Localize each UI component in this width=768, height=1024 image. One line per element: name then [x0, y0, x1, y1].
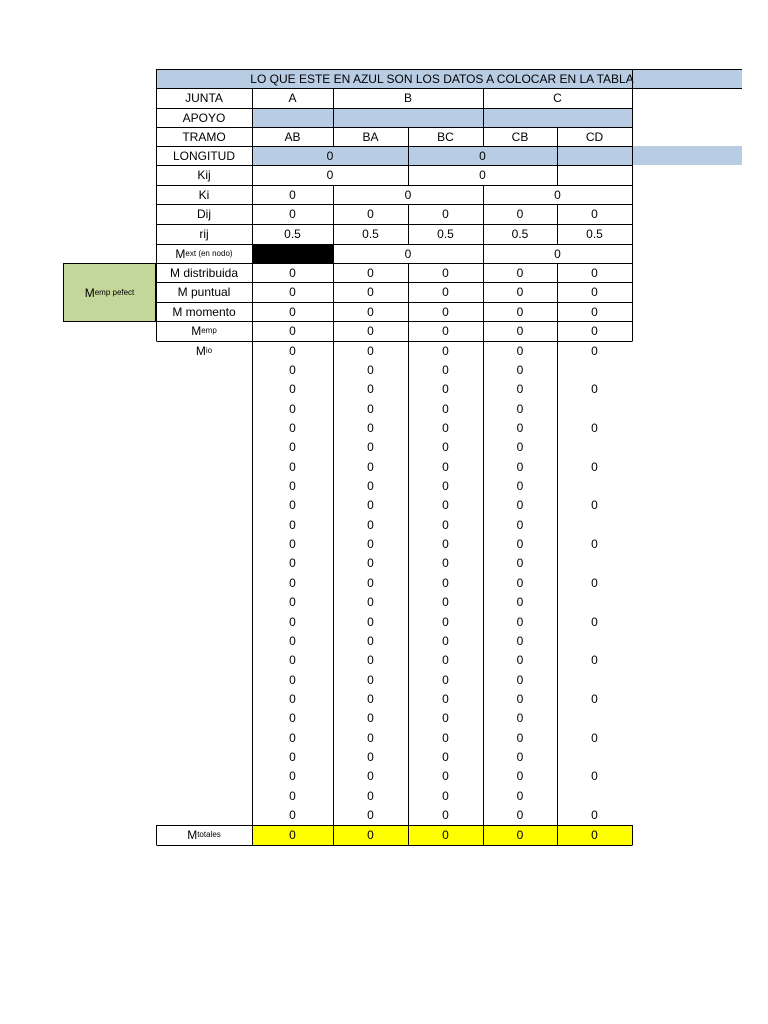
dij-5: 0: [591, 207, 598, 221]
mio-cell: 0: [289, 769, 296, 784]
mio-cell: 0: [516, 633, 524, 648]
label-m-distribuida: M distribuida: [169, 265, 239, 280]
label-m-momento: M momento: [172, 304, 236, 319]
mio-cell: 0: [442, 537, 449, 552]
mio-cell: 0: [516, 750, 524, 765]
rij-3: 0.5: [437, 227, 454, 241]
mio-cell: 0: [367, 653, 374, 668]
rij-4: 0.5: [511, 227, 529, 241]
mio-cell: 0: [367, 556, 374, 571]
mio-cell: 0: [289, 633, 296, 648]
mio-cell: [557, 670, 632, 689]
mio-cell: 0: [367, 788, 374, 803]
mio-cell: 0: [591, 769, 598, 784]
m-momento-3: 0: [442, 304, 449, 319]
mio-cell: 0: [442, 343, 449, 358]
junta-a: A: [288, 91, 297, 105]
mio-cell: 0: [442, 730, 449, 745]
memp-1: 0: [289, 324, 296, 338]
mio-cell: 0: [289, 614, 296, 629]
mio-cell: 0: [289, 595, 296, 610]
mio-cell: 0: [289, 788, 296, 803]
mio-cell: 0: [442, 653, 449, 668]
mio-cell: 0: [591, 420, 598, 435]
mio-cell: 0: [516, 537, 524, 552]
mio-cell: 0: [289, 498, 296, 513]
mio-cell: [557, 399, 632, 418]
mio-cell: 0: [367, 672, 374, 687]
mio-cell: 0: [442, 808, 449, 823]
dij-2: 0: [367, 207, 374, 221]
mio-cell: 0: [442, 382, 449, 397]
mio-cell: 0: [442, 556, 449, 571]
mio-cell: 0: [367, 614, 374, 629]
label-ki: Ki: [198, 187, 210, 202]
mio-cell: 0: [516, 362, 524, 377]
mio-cell: 0: [591, 537, 598, 552]
mio-cell: 0: [367, 362, 374, 377]
label-mio: M io: [195, 343, 213, 358]
mio-cell: 0: [442, 672, 449, 687]
tramo-2: BA: [362, 129, 379, 144]
mio-cell: 0: [442, 750, 449, 765]
mtotales-5: 0: [591, 828, 598, 842]
mio-cell: 0: [289, 672, 296, 687]
mio-cell: 0: [442, 401, 449, 416]
memp-2: 0: [367, 324, 374, 338]
mio-cell: 0: [516, 711, 524, 726]
rij-1: 0.5: [284, 227, 301, 241]
mio-cell: 0: [591, 459, 598, 474]
m-distribuida-3: 0: [442, 265, 449, 280]
mio-cell: [557, 360, 632, 379]
mio-cell: 0: [367, 691, 374, 706]
mio-cell: 0: [516, 440, 524, 455]
mio-cell: 0: [516, 498, 524, 513]
ki-c: 0: [554, 187, 561, 202]
mio-cell: 0: [289, 382, 296, 397]
mio-cell: 0: [591, 498, 598, 513]
kij-1: 0: [326, 168, 334, 182]
mio-cell: 0: [442, 711, 449, 726]
mio-cell: 0: [289, 653, 296, 668]
mio-cell: 0: [516, 808, 524, 823]
mtotales-2: 0: [367, 828, 374, 842]
mio-cell: 0: [367, 711, 374, 726]
ki-a: 0: [289, 187, 296, 202]
mio-cell: 0: [289, 730, 296, 745]
mio-cell: [557, 631, 632, 650]
memp-5: 0: [591, 324, 598, 338]
mio-cell: 0: [516, 556, 524, 571]
mio-cell: 0: [516, 459, 524, 474]
mio-cell: 0: [289, 750, 296, 765]
mio-cell: [557, 554, 632, 573]
mio-cell: 0: [591, 382, 598, 397]
mio-cell: 0: [442, 362, 449, 377]
mio-cell: 0: [367, 382, 374, 397]
mio-cell: 0: [442, 595, 449, 610]
mio-cell: [557, 515, 632, 534]
mio-cell: 0: [442, 575, 449, 590]
mtotales-1: 0: [289, 828, 296, 842]
mio-cell: 0: [442, 479, 449, 494]
mio-cell: 0: [289, 556, 296, 571]
label-kij: Kij: [197, 168, 211, 182]
mio-cell: 0: [516, 420, 524, 435]
tramo-4: CB: [511, 129, 529, 144]
mio-cell: 0: [591, 614, 598, 629]
mext-a-blocked: [252, 244, 333, 263]
mext-b: 0: [404, 246, 412, 261]
mio-cell: [557, 593, 632, 612]
dij-1: 0: [289, 207, 296, 221]
ki-b: 0: [404, 187, 412, 202]
mio-cell: [557, 438, 632, 457]
tramo-5: CD: [585, 129, 604, 144]
mio-cell: 0: [367, 517, 374, 532]
mio-cell: 0: [442, 440, 449, 455]
rij-5: 0.5: [586, 227, 603, 241]
mio-cell: 0: [367, 633, 374, 648]
mtotales-4: 0: [516, 828, 524, 842]
mio-cell: 0: [516, 769, 524, 784]
table-title: LO QUE ESTE EN AZUL SON LOS DATOS A COLOCAR EN LA TABLA: [250, 71, 634, 86]
mio-cell: 0: [516, 672, 524, 687]
mio-cell: 0: [516, 575, 524, 590]
m-distribuida-2: 0: [367, 265, 374, 280]
mio-cell: 0: [367, 769, 374, 784]
mio-cell: 0: [367, 730, 374, 745]
memp-3: 0: [442, 324, 449, 338]
mio-cell: 0: [442, 691, 449, 706]
longitud-1[interactable]: 0: [326, 148, 334, 163]
mio-cell: 0: [367, 401, 374, 416]
dij-4: 0: [516, 207, 524, 221]
m-momento-1: 0: [289, 304, 296, 319]
m-momento-2: 0: [367, 304, 374, 319]
mio-cell: 0: [516, 730, 524, 745]
mio-cell: 0: [516, 614, 524, 629]
mio-cell: 0: [367, 595, 374, 610]
mio-cell: 0: [442, 788, 449, 803]
m-puntual-4: 0: [516, 285, 524, 299]
m-puntual-5: 0: [591, 285, 598, 299]
mio-cell: 0: [442, 769, 449, 784]
m-distribuida-5: 0: [591, 265, 598, 280]
mio-cell: 0: [516, 788, 524, 803]
mio-cell: 0: [289, 343, 296, 358]
mio-cell: 0: [367, 750, 374, 765]
mext-c: 0: [554, 246, 561, 261]
tramo-3: BC: [437, 129, 454, 144]
apoyo-input-a[interactable]: [252, 108, 333, 127]
mio-cell: 0: [591, 691, 598, 706]
junta-b: B: [403, 91, 412, 105]
mio-cell: 0: [516, 479, 524, 494]
label-memp: M emp: [191, 324, 217, 338]
m-distribuida-4: 0: [516, 265, 524, 280]
label-rij: rij: [199, 227, 209, 241]
mio-cell: 0: [516, 653, 524, 668]
mio-cell: 0: [289, 459, 296, 474]
mio-cell: 0: [367, 420, 374, 435]
mio-cell: 0: [367, 537, 374, 552]
mio-cell: 0: [289, 479, 296, 494]
m-momento-5: 0: [591, 304, 598, 319]
mio-cell: 0: [289, 440, 296, 455]
m-distribuida-1: 0: [289, 265, 296, 280]
label-junta: JUNTA: [185, 91, 223, 105]
tramo-1: AB: [284, 129, 301, 144]
mio-cell: 0: [516, 382, 524, 397]
mio-cell: 0: [367, 498, 374, 513]
kij-2: 0: [479, 168, 486, 182]
mio-cell: [557, 477, 632, 496]
mio-cell: 0: [289, 362, 296, 377]
m-puntual-3: 0: [442, 285, 449, 299]
longitud-2[interactable]: 0: [479, 148, 486, 163]
mtotales-3: 0: [442, 828, 449, 842]
mio-cell: 0: [289, 517, 296, 532]
mio-cell: 0: [289, 420, 296, 435]
m-momento-4: 0: [516, 304, 524, 319]
mio-cell: 0: [289, 537, 296, 552]
mio-cell: 0: [367, 440, 374, 455]
mio-cell: 0: [442, 614, 449, 629]
junta-c: C: [553, 91, 562, 105]
mio-cell: 0: [289, 691, 296, 706]
apoyo-input-b[interactable]: [333, 108, 483, 127]
label-m-puntual: M puntual: [177, 285, 231, 299]
mio-cell: 0: [367, 808, 374, 823]
mio-cell: 0: [516, 401, 524, 416]
dij-3: 0: [442, 207, 449, 221]
mio-cell: 0: [367, 575, 374, 590]
label-mtotales: M totales: [187, 828, 221, 842]
mio-cell: 0: [516, 517, 524, 532]
mio-cell: 0: [516, 595, 524, 610]
label-longitud: LONGITUD: [172, 148, 235, 163]
m-emp-perfect-label: M emp pefect: [84, 285, 135, 300]
mio-cell: 0: [591, 575, 598, 590]
label-mext: M ext (en nodo): [175, 246, 233, 261]
mio-cell: 0: [367, 343, 374, 358]
mio-cell: 0: [442, 420, 449, 435]
mio-cell: [557, 786, 632, 805]
label-dij: Dij: [197, 207, 211, 221]
apoyo-input-c[interactable]: [483, 108, 632, 127]
mio-cell: 0: [442, 498, 449, 513]
mio-cell: 0: [591, 653, 598, 668]
mio-cell: 0: [591, 808, 598, 823]
m-puntual-2: 0: [367, 285, 374, 299]
label-apoyo: APOYO: [182, 110, 226, 125]
m-puntual-1: 0: [289, 285, 296, 299]
mio-cell: 0: [591, 730, 598, 745]
memp-4: 0: [516, 324, 524, 338]
rij-2: 0.5: [362, 227, 379, 241]
mio-cell: 0: [516, 343, 524, 358]
mio-cell: 0: [289, 808, 296, 823]
mio-cell: 0: [591, 343, 598, 358]
mio-cell: 0: [289, 401, 296, 416]
mio-cell: 0: [367, 479, 374, 494]
mio-cell: 0: [442, 517, 449, 532]
label-tramo: TRAMO: [182, 129, 226, 144]
mio-cell: [557, 709, 632, 728]
mio-cell: 0: [516, 691, 524, 706]
mio-cell: 0: [367, 459, 374, 474]
mio-cell: [557, 748, 632, 767]
mio-cell: 0: [442, 459, 449, 474]
mio-cell: 0: [289, 711, 296, 726]
mio-cell: 0: [289, 575, 296, 590]
mio-cell: 0: [442, 633, 449, 648]
